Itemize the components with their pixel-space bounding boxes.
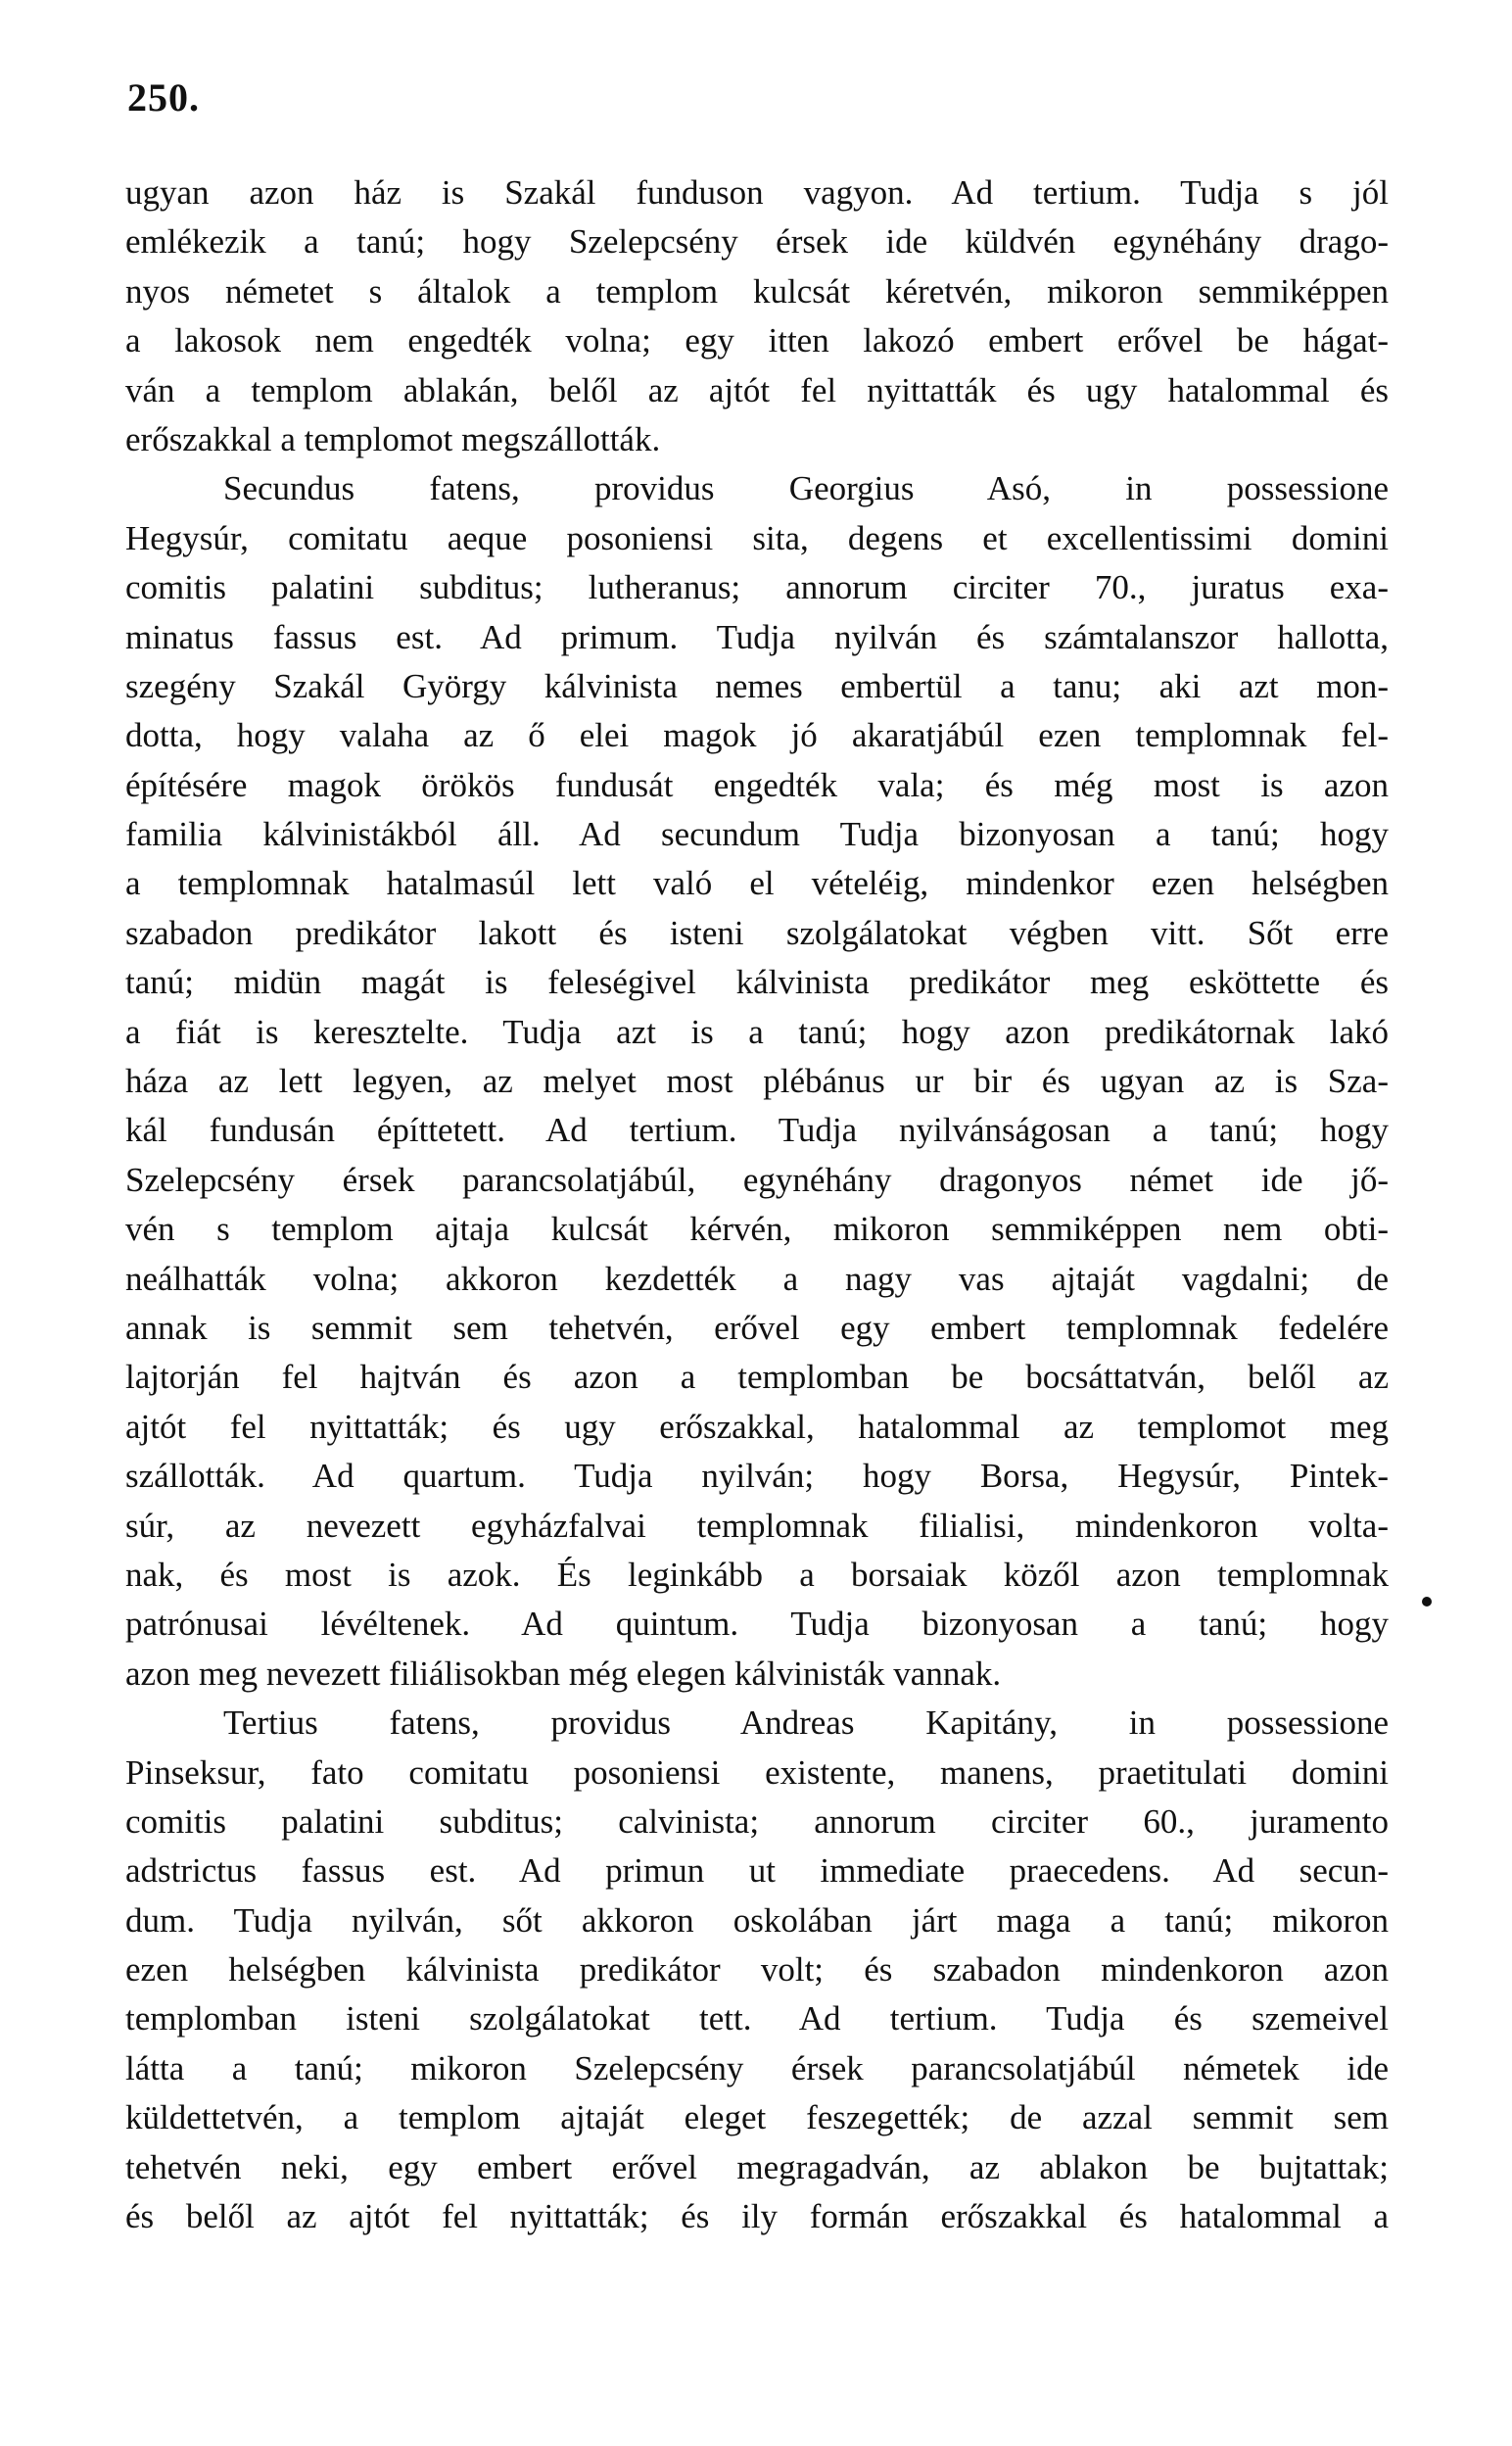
text-line: azon meg nevezett filiálisokban még elegen kálvinisták vannak.: [125, 1654, 1002, 1693]
text-line: háza az lett legyen, az melyet most plébánus ur bir és ugyan az is Sza-: [125, 1062, 1389, 1101]
text-line: ezen helségben kálvinista predikátor volt; és szabadon mindenkoron azon: [125, 1950, 1389, 1990]
text-line: dum. Tudja nyilván, sőt akkoron oskolában járt maga a tanú; mikoron: [125, 1900, 1389, 1940]
text-line: Tertius fatens, providus Andreas Kapitány, in possessione: [223, 1703, 1389, 1743]
text-line: küldettetvén, a templom ajtaját eleget feszegették; de azzal semmit sem: [125, 2098, 1389, 2137]
text-line: a templomnak hatalmasúl lett való el vételéig, mindenkor ezen helségben: [125, 864, 1389, 903]
text-line: tehetvén neki, egy embert erővel megragadván, az ablakon be bujtattak;: [125, 2147, 1389, 2186]
text-line: ajtót fel nyittatták; és ugy erőszakkal, hatalommal az templomot meg: [125, 1407, 1389, 1446]
text-line: emlékezik a tanú; hogy Szelepcsény érsek ide küldvén egynéhány drago-: [125, 222, 1389, 262]
text-line: építésére magok örökös fundusát engedték vala; és még most is azon: [125, 765, 1389, 804]
body-text: [125, 168, 1389, 2241]
text-line: szabadon predikátor lakott és isteni szolgálatokat végben vitt. Sőt erre: [125, 913, 1389, 952]
text-line: comitis palatini subditus; lutheranus; annorum circiter 70., juratus exa-: [125, 568, 1389, 607]
text-line: látta a tanú; mikoron Szelepcsény érsek parancsolatjábúl németek ide: [125, 2048, 1389, 2087]
text-line: nak, és most is azok. És leginkább a borsaiak közől azon templomnak: [125, 1555, 1389, 1594]
text-line: a fiát is keresztelte. Tudja azt is a tanú; hogy azon predikátornak lakó: [125, 1012, 1389, 1051]
text-line: templomban isteni szolgálatokat tett. Ad tertium. Tudja és szemeivel: [125, 1999, 1389, 2038]
text-line: ugyan azon ház is Szakál funduson vagyon. Ad tertium. Tudja s jól: [125, 173, 1389, 212]
text-line: minatus fassus est. Ad primum. Tudja nyilván és számtalanszor hallotta,: [125, 617, 1389, 656]
text-line: nyos németet s általok a templom kulcsát kéretvén, mikoron semmiképpen: [125, 271, 1389, 311]
text-line: comitis palatini subditus; calvinista; annorum circiter 60., juramento: [125, 1801, 1389, 1841]
text-line: a lakosok nem engedték volna; egy itten lakozó embert erővel be hágat-: [125, 321, 1389, 360]
text-line: kál fundusán építtetett. Ad tertium. Tudja nyilvánságosan a tanú; hogy: [125, 1111, 1389, 1150]
text-line: és belől az ajtót fel nyittatták; és ily formán erőszakkal és hatalommal a: [125, 2197, 1389, 2236]
text-line: Secundus fatens, providus Georgius Asó, in possessione: [223, 469, 1389, 508]
text-line: lajtorján fel hajtván és azon a templomban be bocsáttatván, belől az: [125, 1358, 1389, 1397]
text-line: vén s templom ajtaja kulcsát kérvén, mikoron semmiképpen nem obti-: [125, 1210, 1389, 1249]
text-line: Pinseksur, fato comitatu posoniensi existente, manens, praetitulati domini: [125, 1752, 1389, 1792]
text-line: annak is semmit sem tehetvén, erővel egy embert templomnak fedelére: [125, 1308, 1389, 1347]
text-line: szegény Szakál György kálvinista nemes embertül a tanu; aki azt mon-: [125, 666, 1389, 705]
text-line: szállották. Ad quartum. Tudja nyilván; hogy Borsa, Hegysúr, Pintek-: [125, 1457, 1389, 1496]
text-line: ván a templom ablakán, belől az ajtót fel nyittatták és ugy hatalommal és: [125, 370, 1389, 409]
text-line: patrónusai lévéltenek. Ad quintum. Tudja bizonyosan a tanú; hogy: [125, 1605, 1389, 1644]
page-number: 250.: [127, 75, 200, 120]
text-line: Hegysúr, comitatu aeque posoniensi sita, degens et excellentissimi domini: [125, 518, 1389, 557]
text-line: súr, az nevezett egyházfalvai templomnak filialisi, mindenkoron volta-: [125, 1506, 1389, 1545]
text-line: dotta, hogy valaha az ő elei magok jó akaratjábúl ezen templomnak fel-: [125, 716, 1389, 755]
margin-ink-dot: [1422, 1597, 1432, 1607]
text-line: familia kálvinistákból áll. Ad secundum Tudja bizonyosan a tanú; hogy: [125, 815, 1389, 854]
text-line: tanú; midün magát is feleségivel kálvinista predikátor meg esköttette és: [125, 963, 1389, 1002]
text-line: adstrictus fassus est. Ad primun ut immediate praecedens. Ad secun-: [125, 1851, 1389, 1891]
text-line: Szelepcsény érsek parancsolatjábúl, egynéhány dragonyos német ide jő-: [125, 1160, 1389, 1199]
text-line: neálhatták volna; akkoron kezdették a nagy vas ajtaját vagdalni; de: [125, 1259, 1389, 1298]
text-line: erőszakkal a templomot megszállották.: [125, 419, 661, 458]
